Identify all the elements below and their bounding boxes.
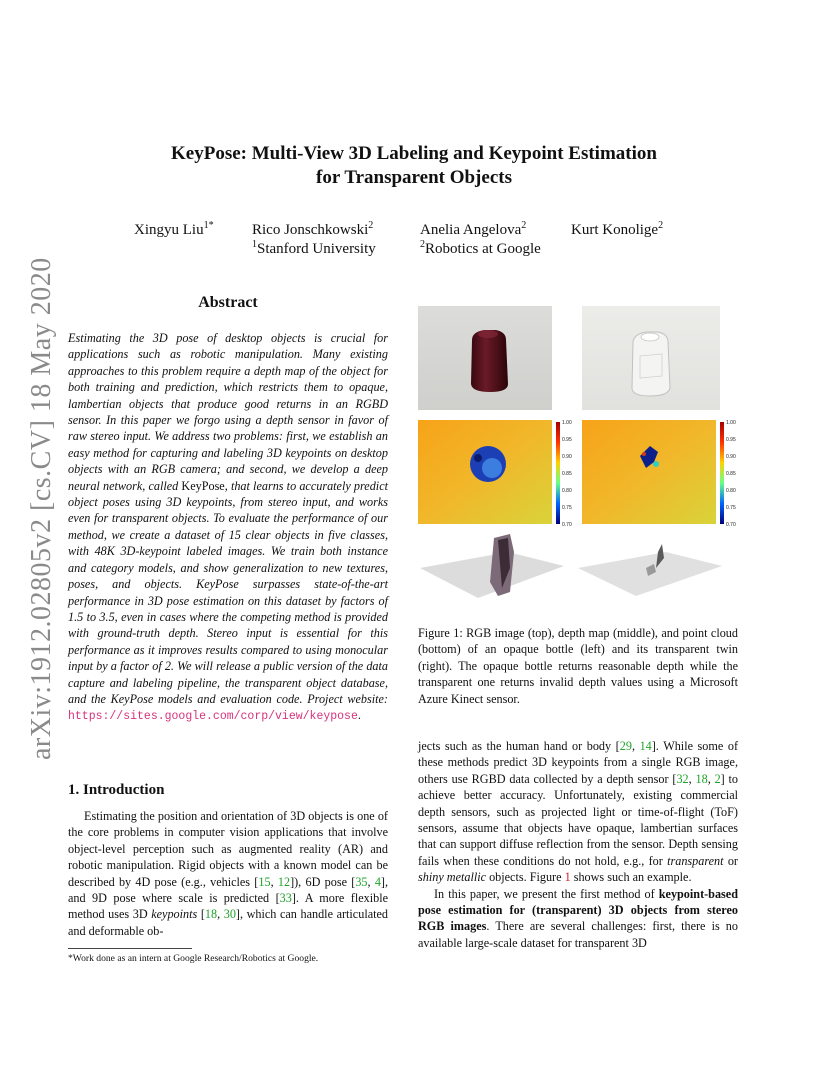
colorbar-tick-label: 0.85 (726, 471, 736, 477)
rgb-image-transparent (582, 306, 720, 410)
figure-1 (418, 306, 734, 608)
author-2: Rico Jonschkowski$^2$ (252, 220, 374, 238)
right-column-text: jects such as the human hand or body [29, 14]. While some of these methods predict 3D keypoints from a single RGB image, others use RGBD data collected by a depth sensor [32, 18, 2] to achieve better accuracy. Unfortunately, existing commercial depth sensors, such as projected light or time-of-flight (ToF) sensors, assume that objects have opaque, lambertian surfaces that can support diffuse reflection from the sensor. Depth sensing fails when these conditions do not hold, e.g., for transparent or shiny metallic objects. Figure 1 shows such an example. In this paper, we present the first method of keypoint-based pose estimation for (transparent) 3D objects from stereo RGB images. There are several challenges: first, there is no available large-scale dataset for transparent 3D (418, 739, 739, 950)
figure-caption: Figure 1: RGB image (top), depth map (middle), and point cloud (bottom) of an opaque bottle (left) and its transparent twin (right). The opaque bottle returns reasonable depth while the transparent one returns invalid depth values using a Microsoft Azure Kinect sensor. (418, 626, 738, 706)
colorbar-tick-label: 0.90 (726, 454, 736, 460)
citation-link[interactable]: 35 (355, 874, 368, 889)
colorbar-tick-label: 0.70 (726, 522, 736, 528)
depth-map-transparent (582, 420, 716, 524)
colorbar-tick-label: 0.85 (562, 471, 572, 477)
citation-link[interactable]: 32 (676, 771, 689, 786)
depth-map-opaque (418, 420, 552, 524)
affiliation-1: $^1$Stanford University (252, 239, 376, 257)
project-url-link[interactable]: https://sites.google.com/corp/view/keypose (68, 710, 358, 724)
footnote-rule (68, 948, 192, 949)
depth-colorbar-left (556, 422, 560, 524)
citation-link[interactable]: 33 (279, 891, 292, 906)
citation-link[interactable]: 18 (204, 907, 218, 922)
title-line-2: for Transparent Objects (316, 167, 512, 188)
citation-link[interactable]: 14 (639, 739, 652, 753)
colorbar-tick-label: 0.80 (726, 488, 736, 494)
point-cloud-opaque (420, 534, 564, 598)
arxiv-stamp-text: arXiv:1912.02805v2 [cs.CV] 18 May 2020 (26, 257, 57, 760)
citation-link[interactable]: 18 (695, 771, 708, 786)
citation-link[interactable]: 2 (714, 771, 721, 786)
citation-link[interactable]: 12 (277, 874, 291, 889)
citation-link[interactable]: 15 (258, 874, 271, 889)
citation-link[interactable]: 30 (223, 907, 236, 922)
figure-ref-link[interactable]: 1 (564, 870, 571, 885)
abstract-heading: Abstract (198, 294, 258, 311)
intro-body: Estimating the position and orientation of 3D objects is one of the core problems in computer vision applications that involve object-level perception such as augmented reality (AR) and robotic manipulation. Rigid objects with a known model can be described by 4D pose (e.g., vehicles [15, 12]), 6D pose [35, 4], and 9D pose where scale is predicted [33]. A more flexible method uses 3D keypoints [18, 30], which can handle articulated and deformable ob- (68, 809, 389, 938)
title-line-1: KeyPose: Multi-View 3D Labeling and Keypoint Estimation (171, 143, 657, 164)
depth-colorbar-right (720, 422, 724, 524)
colorbar-tick-label: 0.75 (562, 505, 572, 511)
abstract-body: Estimating the 3D pose of desktop objects is crucial for applications such as robotic manipulation. Many existing approaches to this problem require a depth map of the object for both training and prediction, which restricts them to opaque, lambertian objects that produce good returns in an RGBD sensor. In this paper we forgo using a depth sensor in favor of raw stereo input. We address two problems: first, we establish an easy method for capturing and labeling 3D keypoints on desktop objects with an RGB camera; and second, we develop a deep neural network, called KeyPose, that learns to accurately predict object poses using 3D keypoints, from stereo input, and works even for transparent objects. To evaluate the performance of our method, we create a dataset of 15 clear objects in five classes, with 48K 3D-keypoint labeled images. We train both instance and category models, and show generalization to new textures, poses, and objects. KeyPose surpasses state-of-the-art performance in 3D pose estimation on this dataset by factors of 1.5 to 3.5, even in cases where the competing method is provided with ground-truth depth. Stereo input is essential for this performance as it improves results compared to using monocular input by a factor of 2. We will release a public version of the data capture and labeling pipeline, the transparent object database, and the KeyPose models and evaluation code. Project website: https://sites.google.com/corp/view/keypose. (68, 331, 388, 724)
citation-link[interactable]: 29 (619, 739, 632, 753)
rgb-image-opaque (418, 306, 552, 410)
colorbar-tick-label: 0.95 (562, 437, 572, 443)
colorbar-tick-label: 0.90 (562, 454, 572, 460)
author-1: Xingyu Liu$^{1*}$ (134, 220, 214, 238)
colorbar-tick-label: 0.95 (726, 437, 736, 443)
colorbar-tick-label: 1.00 (726, 420, 736, 426)
arxiv-stamp (20, 257, 60, 760)
intro-heading: 1. Introduction (68, 782, 165, 798)
citation-link[interactable]: 4 (374, 874, 381, 889)
colorbar-tick-label: 0.70 (562, 522, 572, 528)
author-4: Kurt Konolige$^2$ (571, 220, 664, 238)
footnote: *Work done as an intern at Google Research/Robotics at Google. (68, 953, 319, 964)
colorbar-tick-label: 0.80 (562, 488, 572, 494)
affiliation-2: $^2$Robotics at Google (420, 239, 541, 257)
colorbar-tick-label: 1.00 (562, 420, 572, 426)
colorbar-tick-label: 0.75 (726, 505, 736, 511)
author-3: Anelia Angelova$^2$ (420, 220, 527, 238)
paper-title (100, 142, 728, 190)
point-cloud-transparent (578, 544, 722, 596)
keypose-name: KeyPose (181, 478, 225, 493)
